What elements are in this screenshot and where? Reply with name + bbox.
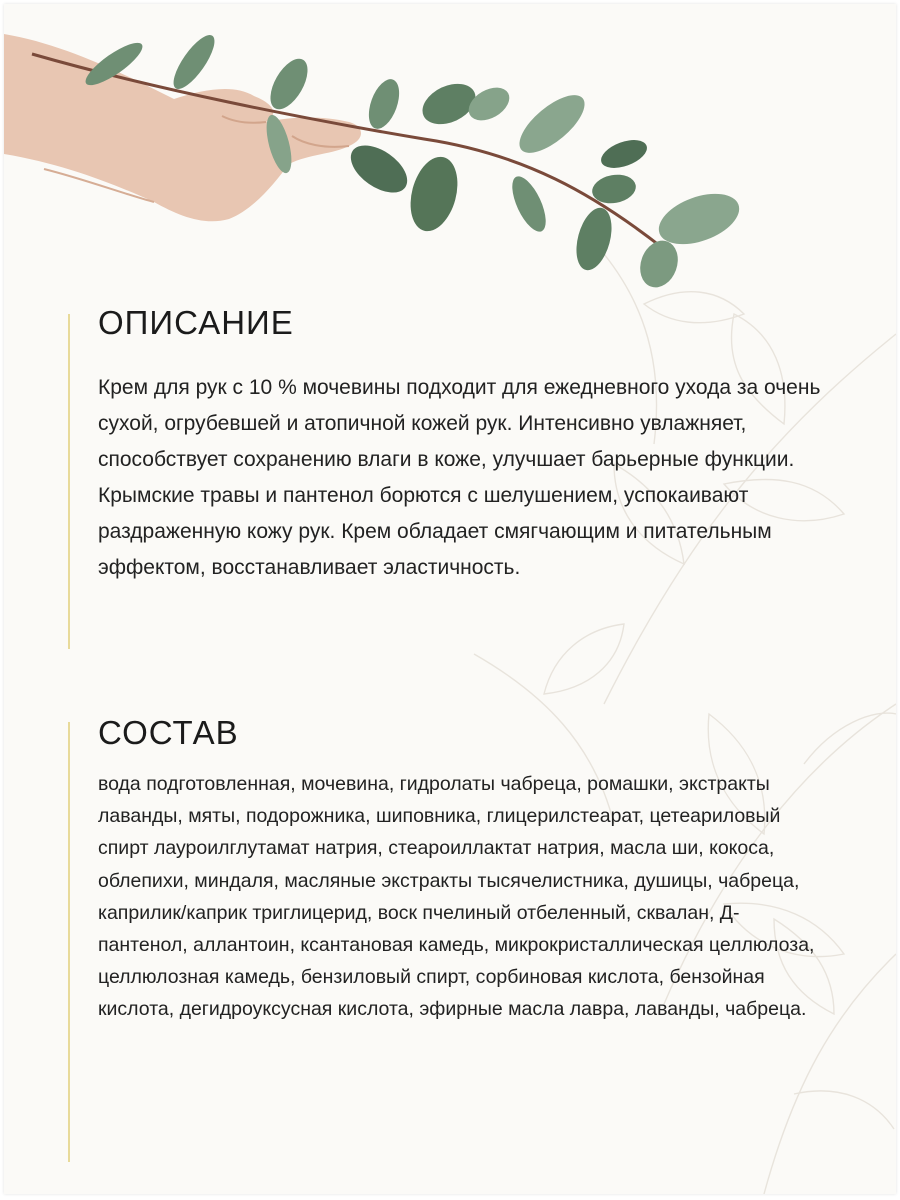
composition-accent-bar [68, 722, 70, 1162]
hand-with-eucalyptus-branch-illustration [4, 4, 896, 304]
composition-title: СОСТАВ [98, 714, 239, 751]
description-accent-bar [68, 314, 70, 649]
product-info-card [4, 4, 896, 1194]
description-title: ОПИСАНИЕ [98, 304, 294, 341]
composition-text: вода подготовленная, мочевина, гидролаты чабреца, ромашки, экстракты лаванды, мяты, подорожника, шиповника, глицерилстеарат, цетеариловый спирт лауроилглутамат натрия, стеароиллактат натрия, масла ши, кокоса, облепихи, миндаля, масляные экстракты тысячелистника, душицы, чабреца, каприлик/каприк триглицерид, воск пчелиный отбеленный, сквалан, Д-пантенол, аллантоин, ксантановая камедь, микрокристаллическая целлюлоза, целлюлозная камедь, бензиловый спирт, сорбиновая кислота, бензойная кислота, дегидроуксусная кислота, эфирные масла лавра, лаванды, чабреца. [98, 773, 815, 1021]
description-text: Крем для рук с 10 % мочевины подходит для ежедневного ухода за очень сухой, огрубевшей и атопичной кожей рук. Интенсивно увлажняет, способствует сохранению влаги в коже, улучшает барьерные функции. Крымские травы и пантенол борются с шелушением, успокаивают раздраженную кожу рук. Крем обладает смягчающим и питательным эффектом, восстанавливает эластичность. [98, 376, 821, 579]
composition-section [68, 714, 858, 1164]
description-section [68, 304, 858, 664]
